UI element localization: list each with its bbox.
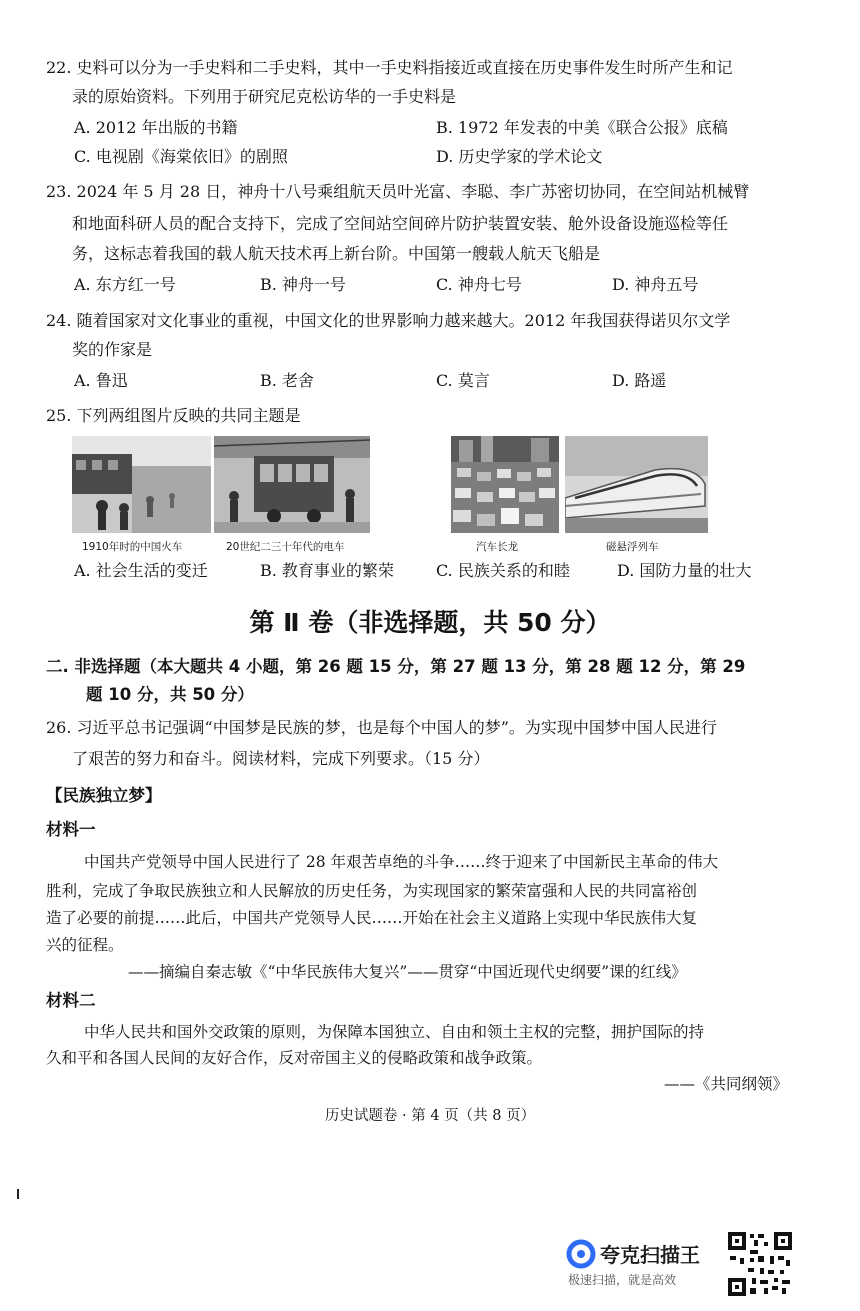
material-1-line3: 造了必要的前提……此后，中国共产党领导人民……开始在社会主义道路上实现中华民族伟大复 bbox=[46, 909, 698, 927]
q24-option-a: A. 鲁迅 bbox=[74, 371, 128, 390]
q22-option-b: B. 1972 年发表的中美《联合公报》底稿 bbox=[436, 118, 728, 137]
section-heading-line1: 二. 非选择题（本大题共 4 小题，第 26 题 15 分，第 27 题 13 分，第 28 题 12 分，第 29 bbox=[46, 657, 746, 676]
q24-option-b: B. 老舍 bbox=[260, 371, 314, 390]
material-1-line4: 兴的征程。 bbox=[46, 936, 124, 954]
caption-tram: 20世纪二三十年代的电车 bbox=[226, 541, 345, 553]
q22-option-c: C. 电视剧《海棠依旧》的剧照 bbox=[74, 147, 288, 166]
q24-option-c: C. 莫言 bbox=[436, 371, 490, 390]
section-title: 第 Ⅱ 卷（非选择题，共 50 分） bbox=[249, 608, 611, 637]
q23-option-c: C. 神舟七号 bbox=[436, 275, 522, 294]
q22-option-d: D. 历史学家的学术论文 bbox=[436, 147, 603, 166]
q25-option-c: C. 民族关系的和睦 bbox=[436, 561, 570, 580]
qr-code-icon bbox=[726, 1230, 794, 1298]
material-2-line2: 久和平和各国人民间的友好合作，反对帝国主义的侵略政策和战争政策。 bbox=[46, 1049, 543, 1067]
caption-traffic: 汽车长龙 bbox=[476, 541, 518, 553]
scanner-brand: 夸克扫描王 bbox=[600, 1243, 700, 1267]
q23-option-a: A. 东方红一号 bbox=[74, 275, 176, 294]
q22-line2: 录的原始资料。下列用于研究尼克松访华的一手史料是 bbox=[72, 87, 457, 106]
q23-line3: 务，这标志着我国的载人航天技术再上新台阶。中国第一艘载人航天飞船是 bbox=[72, 244, 601, 263]
material-2-label: 材料二 bbox=[46, 991, 96, 1010]
q24-line1: 24. 随着国家对文化事业的重视，中国文化的世界影响力越来越大。2012 年我国获得诺贝尔文学 bbox=[46, 311, 731, 330]
photo-1910-train bbox=[72, 436, 211, 533]
q24-option-d: D. 路遥 bbox=[612, 371, 667, 390]
caption-maglev: 磁悬浮列车 bbox=[606, 541, 659, 553]
scanner-slogan: 极速扫描，就是高效 bbox=[568, 1273, 677, 1287]
q23-option-d: D. 神舟五号 bbox=[612, 275, 699, 294]
q23-option-b: B. 神舟一号 bbox=[260, 275, 346, 294]
q23-line1: 23. 2024 年 5 月 28 日，神舟十八号乘组航天员叶光富、李聪、李广苏密切协同，在空间站机械臂 bbox=[46, 182, 750, 201]
scan-mark bbox=[17, 1189, 19, 1199]
material-1-source: ——摘编自秦志敏《“中华民族伟大复兴”——贯穿“中国近现代史纲要”课的红线》 bbox=[128, 963, 687, 981]
q24-line2: 奖的作家是 bbox=[72, 340, 153, 359]
scanner-logo-icon bbox=[566, 1239, 596, 1269]
q26-line2: 了艰苦的努力和奋斗。阅读材料，完成下列要求。（15 分） bbox=[72, 749, 490, 768]
material-1-line2: 胜利，完成了争取民族独立和人民解放的历史任务，为实现国家的繁荣富强和人民的共同富裕创 bbox=[46, 882, 698, 900]
q22-line1: 22. 史料可以分为一手史料和二手史料，其中一手史料指接近或直接在历史事件发生时所产生和记 bbox=[46, 58, 733, 77]
scanner-watermark bbox=[566, 1233, 726, 1293]
photo-maglev bbox=[565, 436, 708, 533]
material-2-source: ——《共同纲领》 bbox=[664, 1075, 789, 1093]
page-footer: 历史试题卷 · 第 4 页（共 8 页） bbox=[324, 1108, 536, 1124]
photo-traffic bbox=[451, 436, 559, 533]
material-1-label: 材料一 bbox=[46, 820, 96, 839]
photo-tram bbox=[214, 436, 370, 533]
section-heading-line2: 题 10 分，共 50 分） bbox=[86, 685, 254, 704]
q22-option-a: A. 2012 年出版的书籍 bbox=[74, 118, 238, 137]
caption-1910-train: 1910年时的中国火车 bbox=[82, 541, 183, 553]
material-2-line1: 中华人民共和国外交政策的原则，为保障本国独立、自由和领土主权的完整，拥护国际的持 bbox=[84, 1023, 705, 1041]
q26-line1: 26. 习近平总书记强调“中国梦是民族的梦，也是每个中国人的梦”。为实现中国梦中国人民进行 bbox=[46, 718, 717, 737]
q26-subtitle: 【民族独立梦】 bbox=[46, 786, 162, 805]
q25-option-a: A. 社会生活的变迁 bbox=[74, 561, 208, 580]
q25-line1: 25. 下列两组图片反映的共同主题是 bbox=[46, 406, 301, 425]
q25-option-d: D. 国防力量的壮大 bbox=[617, 561, 752, 580]
q23-line2: 和地面科研人员的配合支持下，完成了空间站空间碎片防护装置安装、舱外设备设施巡检等任 bbox=[72, 214, 729, 233]
material-1-line1: 中国共产党领导中国人民进行了 28 年艰苦卓绝的斗争……终于迎来了中国新民主革命的伟大 bbox=[84, 853, 719, 871]
q25-option-b: B. 教育事业的繁荣 bbox=[260, 561, 394, 580]
